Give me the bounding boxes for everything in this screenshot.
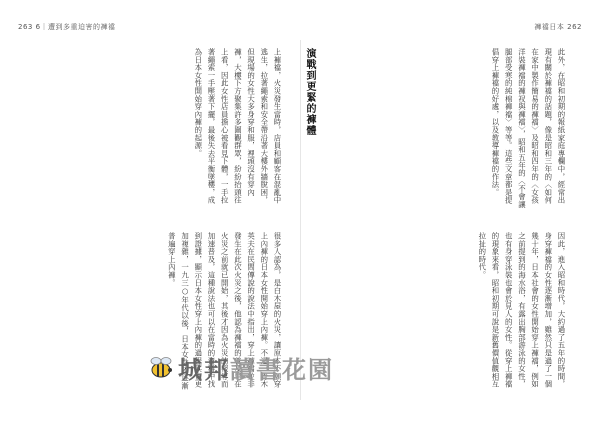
watermark-logo: 城邦讀書花園: [178, 355, 334, 384]
left-page-paragraph-2: 很多人認為，是白木屋的火災，讓原本不願穿上內褲的日本女性開始穿上內褲。不過，青木英夫在民間傳說的說法中指出，穿上褲襠並非發生在此次火災之後，他認為褲襠的普及早在火災之前就已開始，其後才因為火災的報導而加速普及，這種說法也可以在當時的資料中找到證據，顯示日本女性穿上內褲的過程其實更加複雜，一九三○年代以後，日本女性才逐漸普遍穿上內褲。: [167, 232, 282, 390]
page-header-right: 褲襠日本 262: [534, 23, 582, 31]
left-page-paragraph-1: 上褲襠，火災發生當時，店員和顧客在混亂中逃生，拉著繩索和安全帶沿著大樓外牆脫困，但現場的女性大多身穿和服，裡頭沒有穿內褲，大樓下方聚集許多圍觀群眾，紛紛抬頭往上看，因此女性店員擔心被看見下體，一手拉著繩索一手壓著下擺，最後失去平衡墜樓，成為日本女性開始穿內褲的起源。: [193, 48, 282, 204]
right-page-paragraph-2: 因此，進入昭和時代，大約過了五年的時間，身穿褲襠的女性逐漸增加，雖然只是過了一個幾十年，日本社會的女性開始穿上褲襠，例如之前提到的海水浴，有露出胸部游泳的女性，也有身穿泳裝也會於見人的女性。從穿上褲襠的現象來看，昭和初期可說是新舊價值觀相互拉扯的時代。: [477, 232, 566, 388]
page-gutter: [300, 40, 301, 400]
section-heading: 演戰到更緊的褲體: [304, 48, 315, 136]
bee-logo-icon: [145, 352, 177, 384]
right-page-paragraph-1: 此外，在昭和初期的報紙家庭專欄中，經常出現有關於褲襠的話題，像是昭和三年的〈如何在家中製作簡易的褲襠〉及昭和四年的〈女孩洋裝褲襠的褲衩與褲襠〉，昭和五年的〈不會讓腿部受寒的純棉褲襠〉等等。這些文章都是提倡穿上褲襠的好處，以及教導褲襠的作法。: [490, 48, 566, 209]
page-header-left: 263 6｜遭到多重迫害的褲襠: [18, 23, 116, 31]
